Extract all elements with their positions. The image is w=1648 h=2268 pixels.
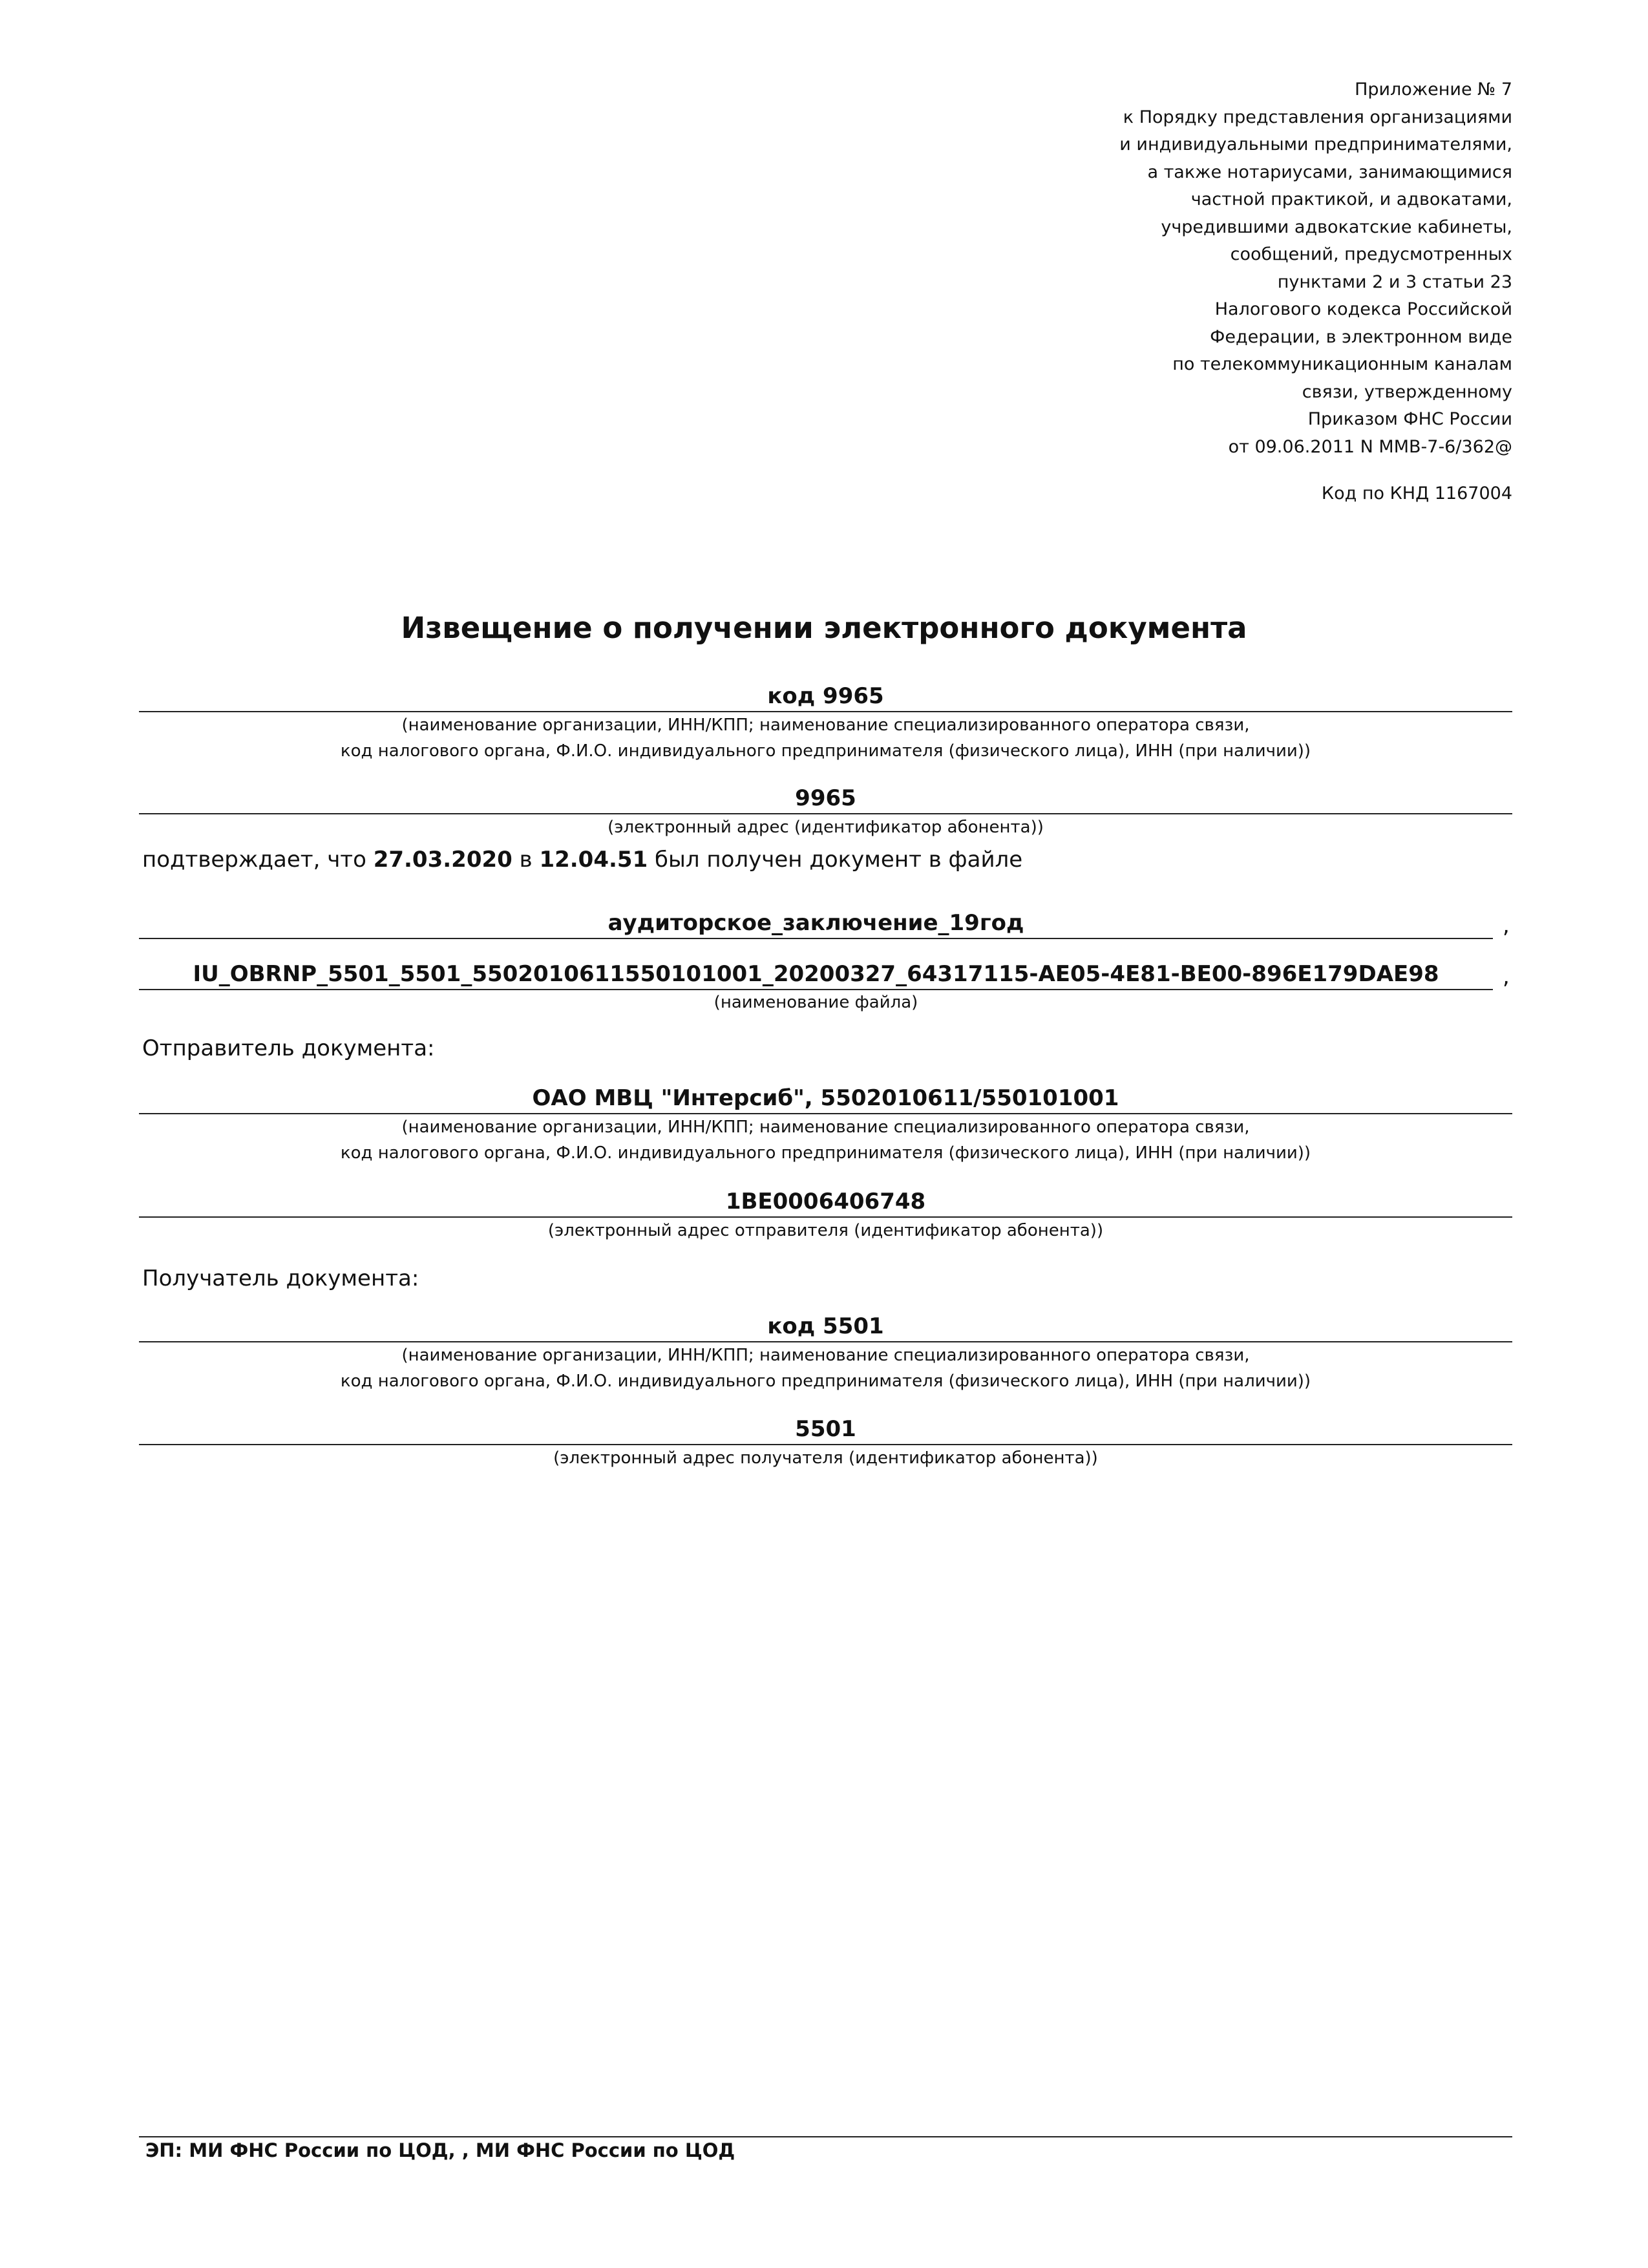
confirm-suffix: был получен документ в файле — [648, 847, 1023, 873]
confirm-date: 27.03.2020 — [373, 847, 512, 873]
sender-org-field — [139, 1083, 1512, 1166]
file-filename-field — [139, 959, 1493, 990]
sender-label: Отправитель документа: — [142, 1035, 435, 1061]
recipient-org-caption-2: код налогового органа, Ф.И.О. индивидуального предпринимателя (физического лица), ИНН (при наличии)) — [340, 1372, 1311, 1391]
appendix-reference — [866, 76, 1512, 461]
appendix-line: и индивидуальными предпринимателями, — [1119, 134, 1512, 154]
confirm-prefix: подтверждает, что — [142, 847, 374, 873]
appendix-line: Налогового кодекса Российской — [1214, 299, 1512, 319]
appendix-line: к Порядку представления организациями — [1123, 107, 1512, 127]
sender-org-caption-2: код налогового органа, Ф.И.О. индивидуального предпринимателя (физического лица), ИНН (при наличии)) — [340, 1143, 1311, 1163]
sender-org-caption-1: (наименование организации, ИНН/КПП; наименование специализированного оператора связи, — [401, 1118, 1250, 1137]
recipient-label: Получатель документа: — [142, 1266, 419, 1291]
receiver-org-caption-2: код налогового органа, Ф.И.О. индивидуального предпринимателя (физического лица), ИНН (при наличии)) — [340, 741, 1311, 761]
receiver-org-field — [139, 681, 1512, 764]
receiver-address-field — [139, 783, 1512, 840]
file-name-field — [139, 908, 1493, 939]
file-name-comma: , — [1503, 913, 1510, 938]
appendix-line: сообщений, предусмотренных — [1230, 244, 1512, 264]
appendix-line: частной практикой, и адвокатами, — [1190, 189, 1512, 209]
confirmation-text — [142, 847, 1022, 873]
appendix-line: Приказом ФНС России — [1307, 409, 1512, 429]
receiver-address-caption: (электронный адрес (идентификатор абонента)) — [607, 818, 1044, 837]
confirm-mid: в — [512, 847, 540, 873]
recipient-address-caption: (электронный адрес получателя (идентификатор абонента)) — [553, 1448, 1098, 1468]
sender-address-value: 1BE0006406748 — [139, 1187, 1512, 1218]
receiver-org-value: код 9965 — [139, 681, 1512, 712]
receiver-org-caption-1: (наименование организации, ИНН/КПП; наименование специализированного оператора связи, — [401, 715, 1250, 735]
file-filename-value: IU_OBRNP_5501_5501_5502010611550101001_20200327_64317115-AE05-4E81-BE00-896E179DAE98 — [139, 959, 1493, 990]
appendix-line: а также нотариусами, занимающимися — [1147, 162, 1512, 182]
sender-address-field — [139, 1187, 1512, 1244]
file-name-value: аудиторское_заключение_19год — [139, 908, 1493, 939]
recipient-org-caption-1: (наименование организации, ИНН/КПП; наименование специализированного оператора связи, — [401, 1346, 1250, 1365]
recipient-address-field — [139, 1414, 1512, 1471]
document-title: Извещение о получении электронного документа — [401, 611, 1247, 645]
signature-footer: ЭП: МИ ФНС России по ЦОД, , МИ ФНС России по ЦОД — [145, 2139, 735, 2161]
appendix-line: от 09.06.2011 N ММВ-7-6/362@ — [1228, 436, 1512, 457]
receiver-address-value: 9965 — [139, 783, 1512, 814]
sender-org-value: ОАО МВЦ "Интерсиб", 5502010611/550101001 — [139, 1083, 1512, 1114]
appendix-line: учредившими адвокатские кабинеты, — [1161, 217, 1512, 237]
appendix-line: пунктами 2 и 3 статьи 23 — [1277, 271, 1512, 292]
recipient-org-value: код 5501 — [139, 1311, 1512, 1342]
appendix-line: по телекоммуникационным каналам — [1172, 354, 1512, 374]
file-filename-comma: , — [1503, 964, 1510, 990]
appendix-line: связи, утвержденному — [1302, 381, 1512, 402]
footer-divider — [139, 2136, 1512, 2137]
appendix-line: Приложение № 7 — [1355, 79, 1512, 100]
sender-address-caption: (электронный адрес отправителя (идентификатор абонента)) — [547, 1221, 1104, 1240]
appendix-line: Федерации, в электронном виде — [1210, 326, 1512, 347]
file-caption: (наименование файла) — [713, 993, 918, 1012]
confirm-time: 12.04.51 — [539, 847, 648, 873]
recipient-org-field — [139, 1311, 1512, 1394]
recipient-address-value: 5501 — [139, 1414, 1512, 1445]
knd-code: Код по КНД 1167004 — [1321, 483, 1512, 503]
